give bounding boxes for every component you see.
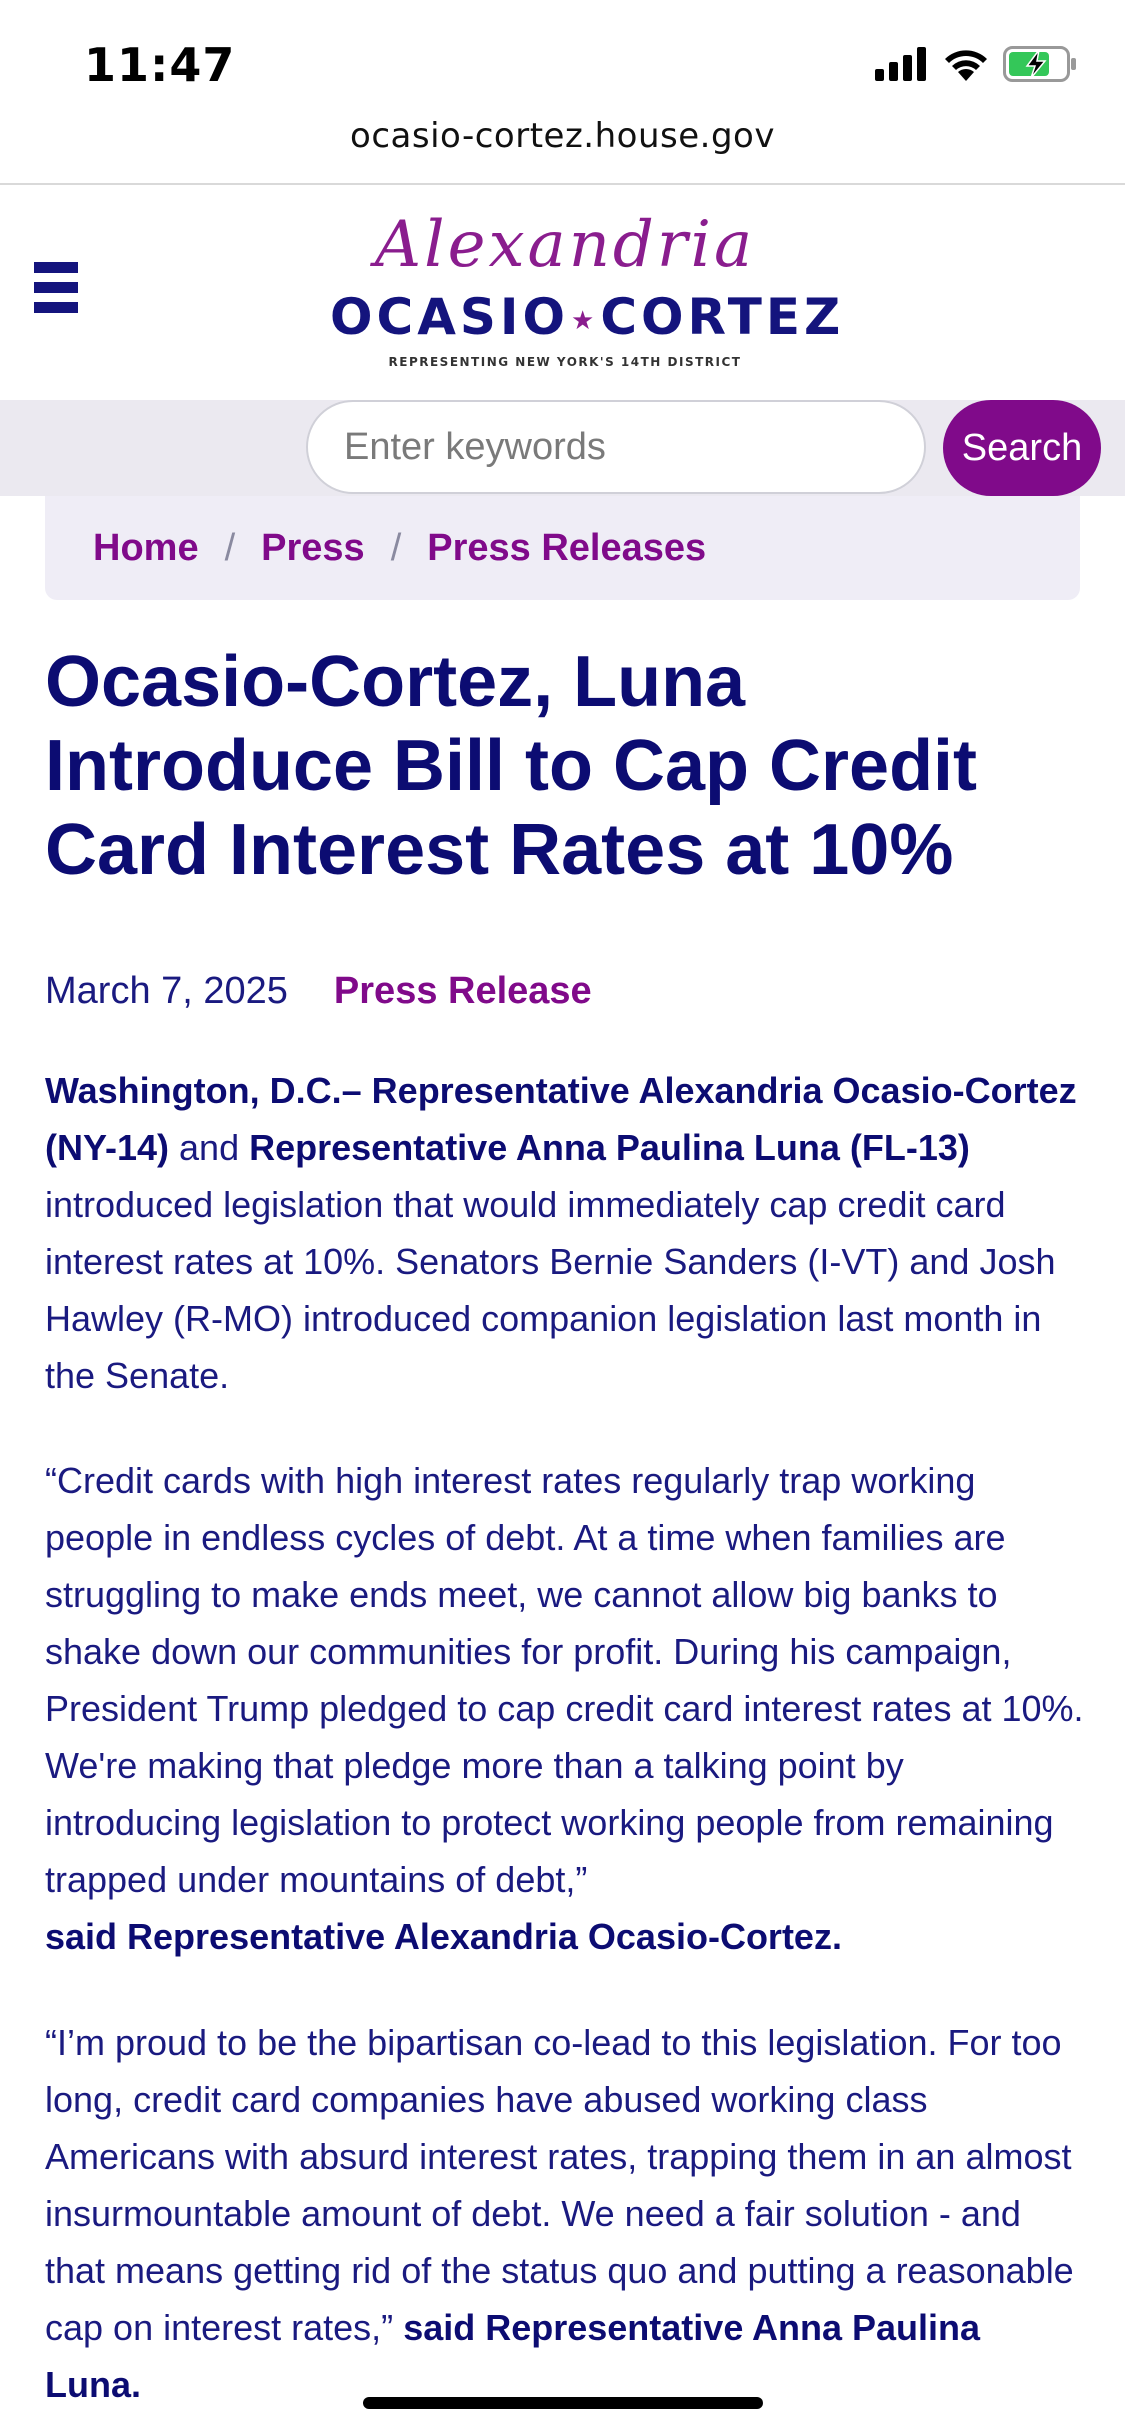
breadcrumb-home-link[interactable]: Home: [93, 526, 199, 569]
rep-luna-name: Representative Anna Paulina Luna (FL-13): [249, 1127, 970, 1168]
dateline-dash: –: [341, 1070, 372, 1111]
status-time: 11:47: [84, 38, 236, 92]
luna-attribution: said Representative Anna Paulina Luna.: [45, 2307, 981, 2405]
article-paragraph-2: [45, 1452, 1085, 1965]
battery-charging-icon: [1003, 46, 1079, 82]
address-bar-divider: [0, 183, 1125, 185]
logo-star-icon: ★: [571, 305, 599, 336]
dateline: Washington, D.C.: [45, 1070, 342, 1111]
luna-quote: “I’m proud to be the bipartisan co-lead to this legislation. For too long, credit card companies have abused working class Americans with absurd interest rates, trapping them in an almost insurmountable amount of debt. We need a fair solution - and that means getting rid of the status quo and putting a reasonable cap on interest rates,”: [45, 2022, 1074, 2348]
address-bar-url[interactable]: ocasio-cortez.house.gov: [350, 116, 775, 156]
article-date: March 7, 2025: [45, 970, 288, 1012]
status-icons: [875, 46, 1079, 82]
home-indicator[interactable]: [363, 2397, 763, 2409]
logo-wordmark: [330, 287, 845, 351]
logo-tagline: REPRESENTING NEW YORK'S 14TH DISTRICT: [388, 355, 742, 369]
article-meta: [45, 970, 592, 1013]
breadcrumb: [45, 496, 1080, 600]
search-input[interactable]: [306, 400, 926, 494]
wifi-icon: [943, 47, 989, 81]
search-button[interactable]: Search: [943, 400, 1101, 496]
logo-wordmark-right: CORTEZ: [600, 288, 845, 346]
hamburger-menu-icon[interactable]: [34, 262, 78, 316]
aoc-quote: “Credit cards with high interest rates regularly trap working people in endless cycles of debt. At a time when families are struggling to make ends meet, we cannot allow big banks to shake down our communities for profit. During his campaign, President Trump pledged to cap credit card interest rates at 10%. We're making that pledge more than a talking point by introducing legislation to protect working people from remaining trapped under mountains of debt,”: [45, 1460, 1084, 1900]
article-title: Ocasio-Cortez, Luna Introduce Bill to Cap Credit Card Interest Rates at 10%: [45, 642, 978, 890]
paragraph-text: and: [169, 1127, 250, 1168]
breadcrumb-press-releases-link[interactable]: Press Releases: [427, 526, 707, 569]
breadcrumb-separator: /: [390, 526, 402, 569]
article-type-link[interactable]: Press Release: [333, 970, 592, 1012]
paragraph-text: introduced legislation that would immediately cap credit card interest rates at 10%. Senators Bernie Sanders (I-VT) and Josh Hawley (R-MO) introduced companion legislation last month in the Senate.: [45, 1184, 1056, 1396]
rep-aoc-name: Representative Alexandria Ocasio-Cortez (NY-14): [45, 1070, 1077, 1168]
breadcrumb-separator: /: [224, 526, 236, 569]
aoc-attribution: said Representative Alexandria Ocasio-Cortez.: [45, 1916, 842, 1957]
article-paragraph-3: [45, 2014, 1085, 2413]
site-logo[interactable]: [330, 205, 845, 375]
status-bar: [0, 0, 1125, 130]
cellular-signal-icon: [875, 47, 929, 81]
logo-script-name: Alexandria: [374, 208, 756, 282]
article-paragraph-1: [45, 1062, 1085, 1404]
breadcrumb-press-link[interactable]: Press: [261, 526, 365, 569]
logo-wordmark-left: OCASIO: [330, 288, 570, 346]
